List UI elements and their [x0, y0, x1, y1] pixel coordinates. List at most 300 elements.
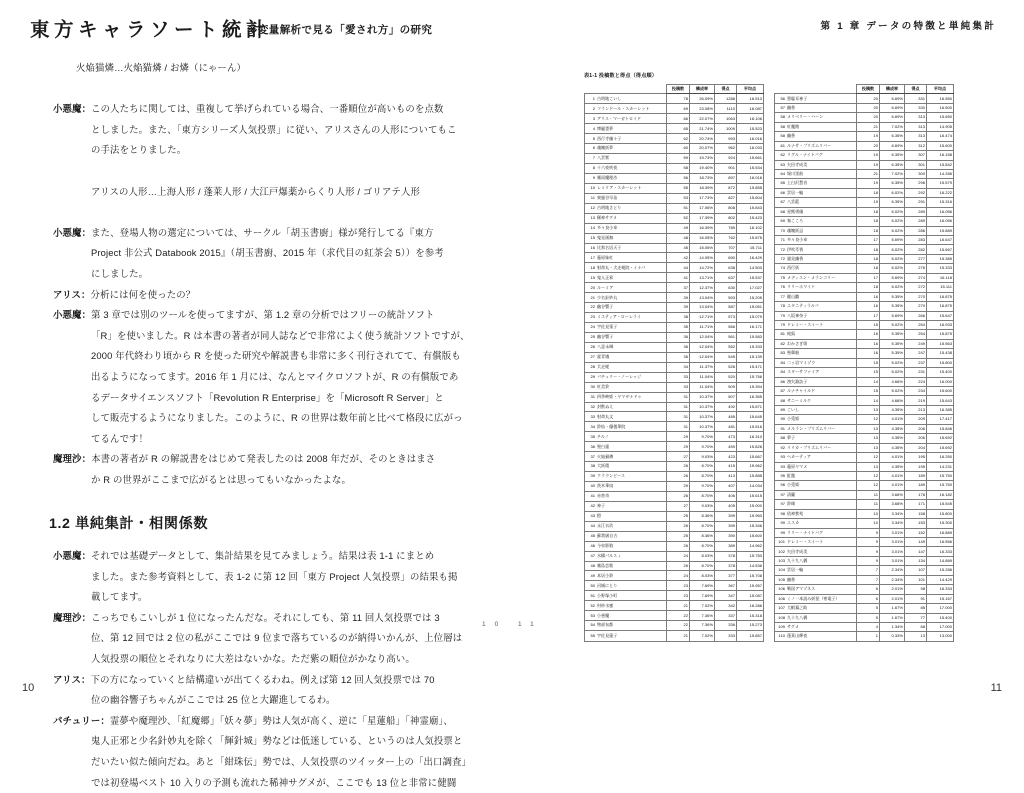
- table-row: [775, 254, 954, 263]
- row-name: 幽香: [786, 132, 857, 141]
- row-rank: 74: [775, 264, 787, 273]
- row-rank: 18: [585, 263, 597, 273]
- row-rank: 57: [775, 103, 787, 112]
- body-paragraph: [53, 285, 478, 306]
- row-points: 234: [905, 387, 927, 396]
- row-average: 16.875: [927, 302, 954, 311]
- body-paragraph: [53, 608, 478, 629]
- table-row: [585, 621, 764, 631]
- row-ratio: 4.35%: [880, 424, 905, 433]
- row-posts: 26: [667, 541, 690, 551]
- paragraph-text: てるんです！: [91, 432, 149, 444]
- row-average: 15.960: [737, 511, 764, 521]
- gutter-folio-marks: 10 11: [482, 621, 543, 628]
- row-points: 249: [905, 339, 927, 348]
- row-average: 15.692: [927, 443, 954, 452]
- row-ratio: 8.03%: [690, 551, 715, 561]
- table-row: [775, 122, 954, 131]
- row-average: 15.051: [737, 303, 764, 313]
- row-rank: 13: [585, 213, 597, 223]
- row-ratio: 8.70%: [690, 561, 715, 571]
- row-ratio: 22.07%: [690, 114, 715, 124]
- table-row: [775, 538, 954, 547]
- row-name: 鈴瑚: [786, 500, 857, 509]
- row-points: 690: [715, 253, 737, 263]
- col-header-posts: 投稿数: [667, 85, 690, 94]
- row-average: 15.300: [927, 519, 954, 528]
- book-title: 東方キャラソート統計: [30, 19, 271, 41]
- row-ratio: 5.02%: [880, 368, 905, 377]
- row-ratio: 8.70%: [690, 472, 715, 482]
- table-row: [775, 396, 954, 405]
- table-row: [585, 124, 764, 134]
- row-average: 14.538: [737, 561, 764, 571]
- row-average: 15.600: [927, 141, 954, 150]
- row-name: 洩矢諏訪子: [786, 377, 857, 386]
- row-ratio: 7.69%: [690, 591, 715, 601]
- row-rank: 50: [585, 581, 597, 591]
- table-row: [775, 481, 954, 490]
- row-name: 多々良小傘: [786, 236, 857, 245]
- paragraph-text: 火焔猫燐…火焔猫燐 / お燐（にゃーん）: [76, 62, 247, 73]
- row-ratio: 6.35%: [880, 198, 905, 207]
- row-points: 307: [905, 151, 927, 160]
- row-points: 158: [905, 509, 927, 518]
- table-row: [585, 283, 764, 293]
- row-ratio: 10.37%: [690, 392, 715, 402]
- row-rank: 29: [585, 372, 597, 382]
- row-average: 14.429: [927, 575, 954, 584]
- row-points: 313: [905, 122, 927, 131]
- row-points: 399: [715, 521, 737, 531]
- row-ratio: 10.37%: [690, 412, 715, 422]
- table-row: [775, 547, 954, 556]
- row-points: 526: [715, 362, 737, 372]
- row-posts: 29: [667, 442, 690, 452]
- row-ratio: 9.70%: [690, 432, 715, 442]
- body-paragraph: [53, 58, 478, 79]
- row-posts: 22: [667, 621, 690, 631]
- row-posts: 13: [857, 424, 880, 433]
- row-posts: 21: [857, 169, 880, 178]
- paragraph-text: だいたい似た傾向だね。あと「紺珠伝」勢では、人気投票のツイッター上の「出口調査」: [91, 756, 472, 767]
- row-name: 火焔猫燐: [596, 452, 667, 462]
- speaker-label: アリス：: [53, 288, 91, 300]
- row-points: 68: [905, 622, 927, 631]
- row-ratio: 13.04%: [690, 303, 715, 313]
- row-name: チルノ: [596, 432, 667, 442]
- row-ratio: 12.37%: [690, 283, 715, 293]
- paragraph-text: この人たちに関しては、重複して挙げられている場合、一番順位が高いものを点数: [91, 103, 444, 115]
- row-posts: 59: [667, 154, 690, 164]
- row-average: 15.534: [737, 164, 764, 174]
- row-name: 八坂神奈子: [786, 311, 857, 320]
- row-rank: 1: [585, 94, 597, 104]
- row-average: 15.871: [737, 402, 764, 412]
- table-row: [775, 302, 954, 311]
- row-points: 85: [905, 604, 927, 613]
- body-paragraph: [53, 470, 478, 491]
- row-average: 16.333: [927, 547, 954, 556]
- row-average: 15.400: [927, 368, 954, 377]
- stat-table-right: [774, 84, 954, 642]
- row-average: 16.056: [927, 217, 954, 226]
- row-average: 14.034: [737, 482, 764, 492]
- row-posts: 16: [857, 330, 880, 339]
- row-average: 16.000: [927, 377, 954, 386]
- paragraph-text: それでは基礎データとして、集計結果を見てみましょう。結果は表 1-1 にまとめ: [91, 550, 435, 562]
- row-ratio: 8.36%: [690, 531, 715, 541]
- row-average: 15.661: [737, 154, 764, 164]
- row-name: 伊吹萃香: [786, 245, 857, 254]
- row-name: 藤原ヤマメ: [786, 462, 857, 471]
- row-points: 993: [715, 134, 737, 144]
- speaker-label: パチュリー：: [53, 714, 110, 726]
- row-ratio: 3.34%: [880, 519, 905, 528]
- body-paragraph: [53, 752, 478, 773]
- row-rank: 27: [585, 352, 597, 362]
- row-average: 16.171: [737, 323, 764, 333]
- row-average: 16.429: [737, 253, 764, 263]
- row-name: 大蝦蟇之助: [786, 604, 857, 613]
- row-rank: 87: [775, 387, 787, 396]
- row-points: 872: [715, 183, 737, 193]
- row-average: 15.286: [927, 566, 954, 575]
- row-points: 296: [905, 179, 927, 188]
- table-row: [775, 594, 954, 603]
- table-row: [775, 556, 954, 565]
- row-rank: 12: [585, 203, 597, 213]
- row-points: 206: [905, 424, 927, 433]
- row-average: 16.222: [927, 188, 954, 197]
- row-points: 637: [715, 273, 737, 283]
- row-name: サグメ: [786, 622, 857, 631]
- row-posts: 18: [857, 264, 880, 273]
- table-row: [585, 452, 764, 462]
- row-ratio: 12.04%: [690, 352, 715, 362]
- row-posts: 49: [667, 223, 690, 233]
- row-name: 紅魔館: [786, 122, 857, 131]
- row-rank: 23: [585, 313, 597, 323]
- row-points: 312: [905, 141, 927, 150]
- row-rank: 22: [585, 303, 597, 313]
- row-average: 16.118: [927, 273, 954, 282]
- row-points: 301: [905, 160, 927, 169]
- row-name: ルナサ・プリズムリバー: [786, 141, 857, 150]
- row-name: 夢子: [786, 434, 857, 443]
- table-row: [775, 103, 954, 112]
- row-rank: 20: [585, 283, 597, 293]
- body-paragraph: [53, 567, 478, 588]
- row-average: 15.604: [737, 193, 764, 203]
- table-row: [585, 323, 764, 333]
- row-rank: 58: [775, 122, 787, 131]
- row-ratio: 11.71%: [690, 323, 715, 333]
- row-posts: 6: [857, 594, 880, 603]
- table-row: [775, 169, 954, 178]
- row-ratio: 4.01%: [880, 471, 905, 480]
- row-average: 15.758: [737, 372, 764, 382]
- row-rank: 39: [585, 472, 597, 482]
- row-rank: 75: [775, 273, 787, 282]
- row-rank: 69: [775, 217, 787, 226]
- row-ratio: 20.07%: [690, 144, 715, 154]
- row-posts: 5: [857, 604, 880, 613]
- row-average: 15.800: [927, 509, 954, 518]
- row-posts: 16: [857, 349, 880, 358]
- row-name: 村紗水蜜: [596, 601, 667, 611]
- row-name: 風見幽香: [786, 254, 857, 263]
- row-average: 15.667: [927, 245, 954, 254]
- body-paragraph: [53, 367, 478, 388]
- row-posts: 13: [857, 462, 880, 471]
- row-name: 幽香: [786, 575, 857, 584]
- paragraph-text: 載してます。: [91, 591, 148, 603]
- row-points: 901: [715, 164, 737, 174]
- row-ratio: 5.69%: [880, 311, 905, 320]
- row-rank: 3: [585, 114, 597, 124]
- table-row: [585, 332, 764, 342]
- row-rank: 30: [585, 382, 597, 392]
- row-ratio: 0.33%: [880, 632, 905, 641]
- table-row: [585, 412, 764, 422]
- row-posts: 6: [857, 585, 880, 594]
- row-points: 254: [905, 330, 927, 339]
- row-posts: 31: [667, 412, 690, 422]
- row-rank: 86: [775, 377, 787, 386]
- row-rank: 43: [585, 511, 597, 521]
- row-points: 330: [905, 103, 927, 112]
- row-posts: 20: [857, 94, 880, 103]
- row-posts: 22: [667, 611, 690, 621]
- paragraph-text: ました。また参考資料として、表 1-2 に第 12 回「東方 Project 人気投票」の結果も掲: [91, 570, 458, 582]
- row-points: 566: [715, 323, 737, 333]
- row-points: 231: [905, 368, 927, 377]
- row-average: 16.250: [927, 453, 954, 462]
- row-points: 520: [715, 372, 737, 382]
- row-average: 15.600: [927, 387, 954, 396]
- table-row: [775, 283, 954, 292]
- row-posts: 12: [857, 415, 880, 424]
- row-rank: 89: [775, 405, 787, 414]
- row-ratio: 21.74%: [690, 124, 715, 134]
- row-posts: 21: [667, 631, 690, 642]
- row-name: くノ一本読み妖怪（寒電子）: [786, 594, 857, 603]
- row-name: 稀神サグメ: [596, 213, 667, 223]
- row-ratio: 5.02%: [880, 320, 905, 329]
- row-posts: 37: [667, 283, 690, 293]
- row-name: 豊聡耳神子: [786, 94, 857, 103]
- row-posts: 26: [667, 521, 690, 531]
- row-posts: 27: [667, 501, 690, 511]
- row-name: 物部布都: [596, 621, 667, 631]
- table-row: [585, 372, 764, 382]
- row-name: 犬走椛: [596, 362, 667, 372]
- table-row: [585, 223, 764, 233]
- row-points: 378: [715, 551, 737, 561]
- row-rank: 63: [775, 160, 787, 169]
- table-row: [585, 243, 764, 253]
- row-name: 戦国アマゾネス: [786, 585, 857, 594]
- row-name: 魂魄妖忌: [786, 226, 857, 235]
- row-ratio: 3.01%: [880, 556, 905, 565]
- table-row: [585, 104, 764, 114]
- row-ratio: 11.04%: [690, 372, 715, 382]
- row-ratio: 3.34%: [880, 509, 905, 518]
- row-rank: 106: [775, 585, 787, 594]
- table-caption: 表1-1 投稿数と得点（得点順）: [584, 73, 658, 79]
- row-ratio: 7.69%: [690, 581, 715, 591]
- row-posts: 26: [667, 561, 690, 571]
- row-ratio: 6.35%: [880, 132, 905, 141]
- row-average: 16.182: [927, 490, 954, 499]
- row-ratio: 4.01%: [880, 415, 905, 424]
- row-name: 藤原妹紅: [596, 253, 667, 263]
- row-rank: 84: [775, 358, 787, 367]
- table-row: [585, 273, 764, 283]
- row-average: 15.750: [927, 481, 954, 490]
- row-posts: 15: [857, 368, 880, 377]
- page-number-right: 11: [990, 682, 1002, 694]
- row-average: 15.389: [927, 254, 954, 263]
- row-points: 545: [715, 352, 737, 362]
- paragraph-text: の手法をとりました。: [91, 144, 187, 156]
- table-row: [775, 387, 954, 396]
- body-paragraph: [53, 326, 478, 347]
- row-rank: 71: [775, 236, 787, 245]
- row-name: 小悪魔: [596, 611, 667, 621]
- row-rank: 19: [585, 273, 597, 283]
- row-points: 91: [905, 594, 927, 603]
- row-points: 802: [715, 213, 737, 223]
- row-ratio: 7.36%: [690, 621, 715, 631]
- row-average: 14.889: [927, 556, 954, 565]
- row-average: 15.855: [737, 183, 764, 193]
- row-ratio: 12.04%: [690, 332, 715, 342]
- row-average: 16.033: [737, 144, 764, 154]
- row-average: 15.394: [737, 382, 764, 392]
- paragraph-text: こっちでもこいしが 1 位になったんだな。それにしても、第 11 回人気投票では 3: [91, 611, 440, 623]
- table-row: [585, 442, 764, 452]
- row-rank: 5: [585, 134, 597, 144]
- row-posts: 13: [857, 443, 880, 452]
- row-average: 16.016: [737, 134, 764, 144]
- row-points: 274: [905, 273, 927, 282]
- paragraph-text: にしました。: [91, 267, 149, 279]
- row-posts: 18: [857, 217, 880, 226]
- body-paragraph: [53, 408, 478, 429]
- row-name: 虹龍: [786, 471, 857, 480]
- paragraph-spacer: [53, 161, 478, 182]
- row-posts: 21: [667, 601, 690, 611]
- row-posts: 44: [667, 263, 690, 273]
- row-average: 15.333: [927, 264, 954, 273]
- row-points: 552: [715, 342, 737, 352]
- row-rank: 77: [775, 292, 787, 301]
- row-points: 178: [905, 490, 927, 499]
- col-header-points: 得点: [715, 85, 737, 94]
- row-average: 16.500: [927, 103, 954, 112]
- col-header-ratio: 構成率: [690, 85, 715, 94]
- row-rank: 16: [585, 243, 597, 253]
- row-posts: 11: [857, 500, 880, 509]
- row-ratio: 8.70%: [690, 541, 715, 551]
- row-points: 300: [905, 169, 927, 178]
- row-name: エスカ: [786, 519, 857, 528]
- row-ratio: 17.39%: [690, 213, 715, 223]
- row-average: 15.962: [737, 462, 764, 472]
- row-name: 宇佐見菫子: [596, 323, 667, 333]
- row-name: 小兎姫: [786, 481, 857, 490]
- row-rank: 93: [775, 462, 787, 471]
- row-rank: 46: [585, 541, 597, 551]
- row-points: 224: [905, 377, 927, 386]
- row-rank: 40: [585, 482, 597, 492]
- row-rank: 92: [775, 443, 787, 452]
- row-rank: 49: [585, 571, 597, 581]
- table-row: [775, 188, 954, 197]
- row-points: 1009: [715, 124, 737, 134]
- row-ratio: 13.04%: [690, 293, 715, 303]
- row-points: 406: [715, 491, 737, 501]
- row-ratio: 9.03%: [690, 452, 715, 462]
- row-points: 13: [905, 632, 927, 641]
- row-rank: 42: [585, 501, 597, 511]
- row-rank: 4: [585, 124, 597, 134]
- row-average: 15.615: [737, 491, 764, 501]
- row-ratio: 5.02%: [880, 358, 905, 367]
- row-rank: 107: [775, 604, 787, 613]
- table-row: [585, 293, 764, 303]
- row-name: 魂魄妖夢: [596, 144, 667, 154]
- row-posts: 7: [857, 566, 880, 575]
- row-rank: 97: [775, 490, 787, 499]
- row-posts: 27: [667, 452, 690, 462]
- row-rank: 82: [775, 339, 787, 348]
- table-row: [585, 94, 764, 104]
- table-row: [775, 358, 954, 367]
- row-rank: 79: [775, 311, 787, 320]
- row-rank: 66: [775, 188, 787, 197]
- row-rank: 99: [775, 528, 787, 537]
- row-posts: 31: [667, 402, 690, 412]
- row-rank: 104: [775, 566, 787, 575]
- row-posts: 38: [667, 313, 690, 323]
- table-row: [775, 519, 954, 528]
- row-average: 14.286: [927, 169, 954, 178]
- table-row: [775, 198, 954, 207]
- row-posts: 15: [857, 387, 880, 396]
- row-ratio: 13.71%: [690, 273, 715, 283]
- table-row: [775, 509, 954, 518]
- row-name: 神子: [596, 501, 667, 511]
- row-name: 茨木華扇: [596, 482, 667, 492]
- row-ratio: 3.01%: [880, 528, 905, 537]
- row-average: 15.800: [927, 358, 954, 367]
- row-points: 206: [905, 434, 927, 443]
- row-name: 幽谷響子: [596, 303, 667, 313]
- row-rank: 17: [585, 253, 597, 263]
- table-row: [775, 179, 954, 188]
- row-points: 405: [715, 501, 737, 511]
- row-rank: 8: [585, 164, 597, 174]
- row-rank: 32: [585, 402, 597, 412]
- paragraph-text: 人気投票の順位とそれなりに大差はないかな。ただ紫の順位がかなり高い。: [91, 653, 415, 665]
- row-ratio: 5.35%: [880, 330, 905, 339]
- stat-tables: [584, 84, 954, 642]
- table-row: [775, 160, 954, 169]
- row-name: スターサファイア: [786, 368, 857, 377]
